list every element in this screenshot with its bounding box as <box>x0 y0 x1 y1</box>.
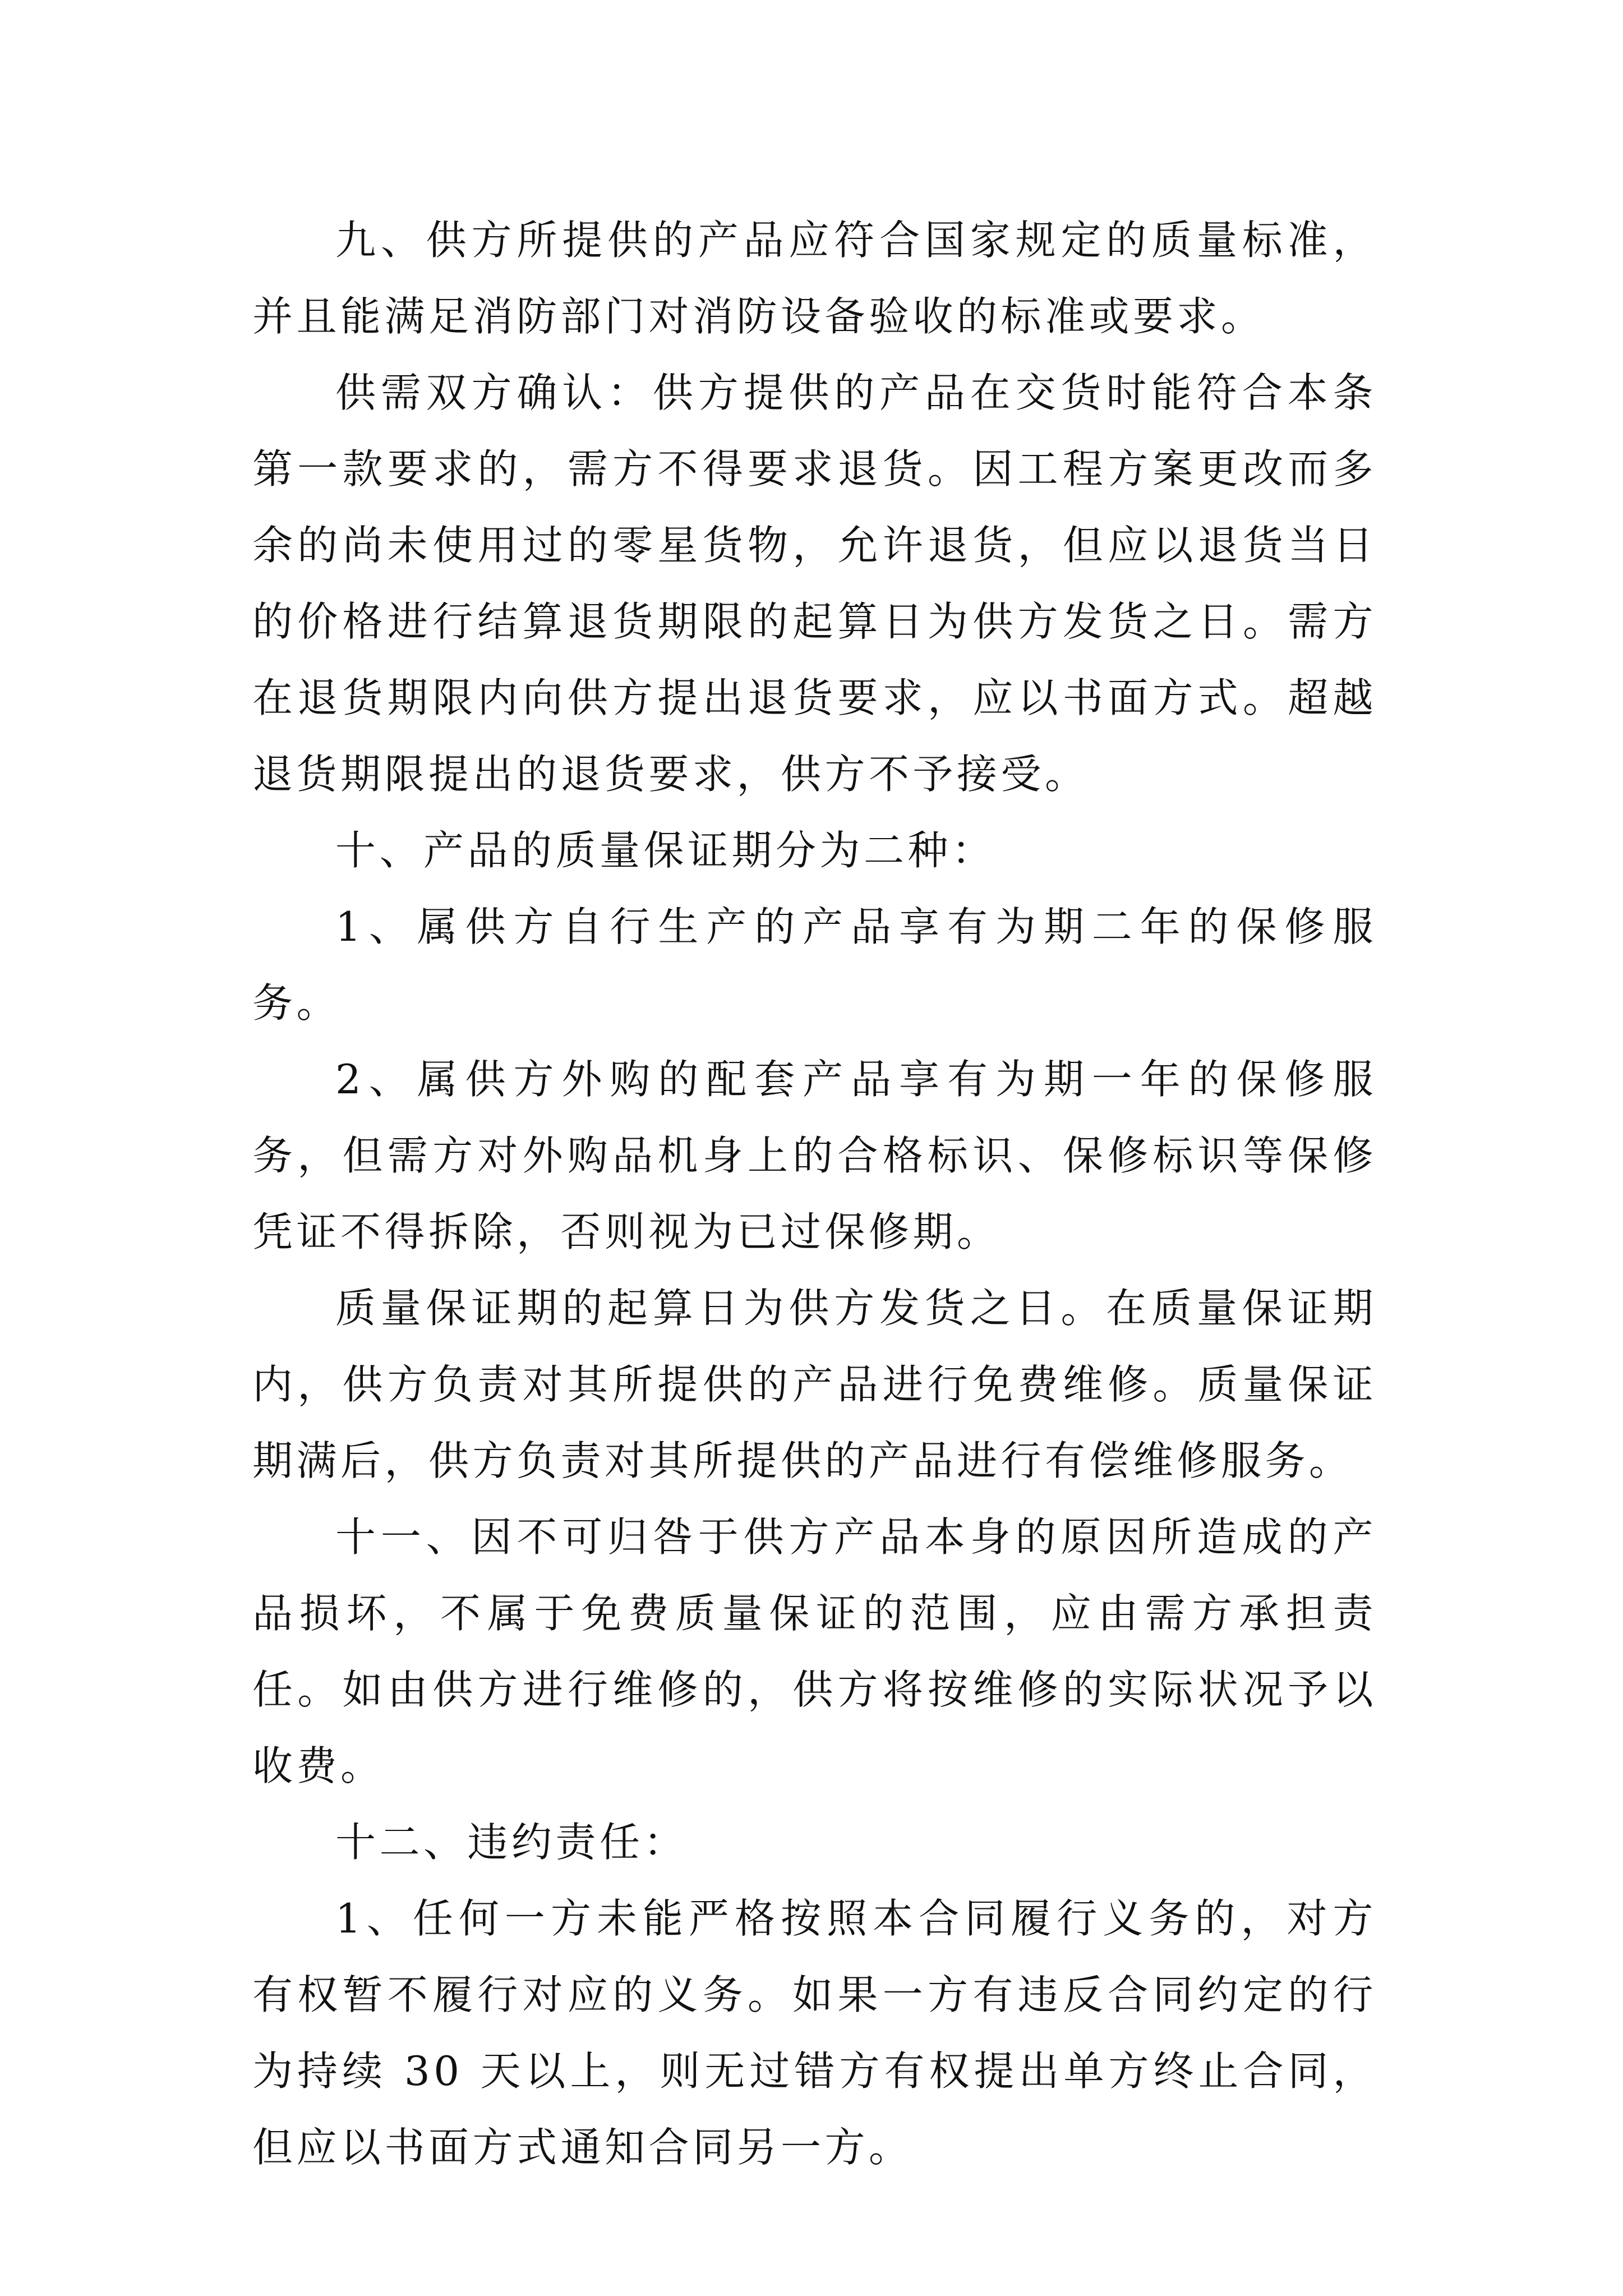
paragraph-clause-10-item-2: 2、属供方外购的配套产品享有为期一年的保修服务，但需方对外购品机身上的合格标识、保修标识等保修凭证不得拆除，否则视为已过保修期。 <box>252 1056 1377 1255</box>
paragraph-clause-12: 十二、违约责任： <box>335 1819 688 1866</box>
paragraph-clause-9: 九、供方所提供的产品应符合国家规定的质量标准，并且能满足消防部门对消防设备验收的标准或要求。 <box>252 217 1377 340</box>
paragraph-clause-10-item-1: 1、属供方自行生产的产品享有为期二年的保修服务。 <box>252 903 1377 1027</box>
paragraph-return-confirmation: 供需双方确认：供方提供的产品在交货时能符合本条第一款要求的，需方不得要求退货。因工程方案更改而多余的尚未使用过的零星货物，允许退货，但应以退货当日的价格进行结算退货期限的起算日为供方发货之日。需方在退货期限内向供方提出退货要求，应以书面方式。超越退货期限提出的退货要求，供方不予接受。 <box>252 369 1377 798</box>
paragraph-clause-10: 十、产品的质量保证期分为二种： <box>335 827 996 874</box>
document-body <box>252 202 1377 2185</box>
paragraph-clause-11: 十一、因不可归咎于供方产品本身的原因所造成的产品损坏，不属于免费质量保证的范围，应由需方承担责任。如由供方进行维修的，供方将按维修的实际状况予以收费。 <box>252 1513 1377 1789</box>
paragraph-clause-12-item-1: 1、任何一方未能严格按照本合同履行义务的，对方有权暂不履行对应的义务。如果一方有违反合同约定的行为持续 30 天以上，则无过错方有权提出单方终止合同，但应以书面方式通知合同另一方。 <box>252 1895 1377 2171</box>
paragraph-warranty-start: 质量保证期的起算日为供方发货之日。在质量保证期内，供方负责对其所提供的产品进行免费维修。质量保证期满后，供方负责对其所提供的产品进行有偿维修服务。 <box>252 1285 1377 1484</box>
